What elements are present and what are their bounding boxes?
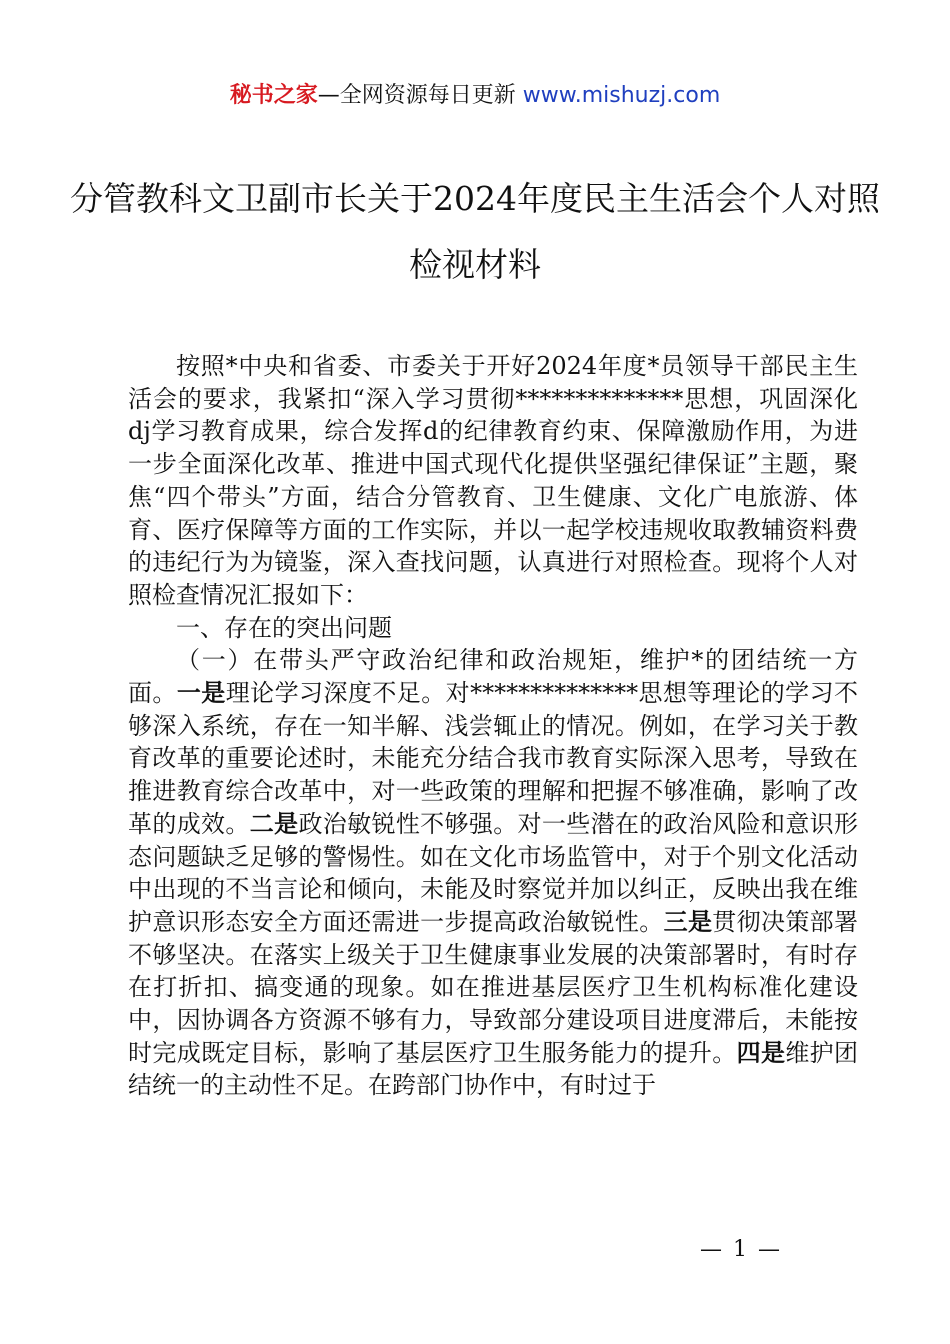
point-label: 二是 [249,809,299,838]
banner-brand: 秘书之家 [229,83,318,108]
point-label: 四是 [736,1038,786,1067]
page-number: — 1 — [700,1237,782,1262]
subsection-heading: （一）在带头严守政治纪律和政治规矩，维护*的团结统一方面。 [128,646,858,708]
site-banner [0,82,950,110]
point-text: 政治敏锐性不够强。对一些潜在的政治风险和意识形态问题缺乏足够的警惕性。如在文化市场监管中，对于个别文化活动中出现的不当言论和倾向，未能及时察觉并加以纠正，反映出我在维护意识形态安全方面还需进一步提高政治敏锐性。 [128,809,859,936]
subsection-paragraph [128,644,858,1102]
document-title: 分管教科文卫副市长关于2024年度民主生活会个人对照检视材料 [70,179,880,284]
banner-tagline: —全网资源每日更新 [317,83,516,108]
point-label: 一是 [176,679,226,708]
intro-paragraph: 按照*中央和省委、市委关于开好2024年度*员领导干部民主生活会的要求，我紧扣“深入学习贯彻**************思想，巩固深化dj学习教育成果，综合发挥d的纪律教育约束、保障激励作用，为进一步全面深化改革、推进中国式现代化提供坚强纪律保证”主题，聚焦“四个带头”方面，结合分管教育、卫生健康、文化广电旅游、体育、医疗保障等方面的工作实际，并以一起学校违规收取教辅资料费的违纪行为为镜鉴，深入查找问题，认真进行对照检查。现将个人对照检查情况汇报如下： [128,352,858,609]
banner-url-link[interactable]: www.mishuzj.com [522,83,721,108]
point-text: 维护团结统一的主动性不足。在跨部门协作中，有时过于 [128,1038,859,1100]
document-body [128,350,858,1102]
point-text: 理论学习深度不足。对**************思想等理论的学习不够深入系统，存在一知半解、浅尝辄止的情况。例如，在学习关于教育改革的重要论述时，未能充分结合我市教育实际深入思考，导致在推进教育综合改革中，对一些政策的理解和把握不够准确，影响了改革的成效。 [128,679,859,838]
point-label: 三是 [663,907,713,936]
point-text: 贯彻决策部署不够坚决。在落实上级关于卫生健康事业发展的决策部署时，有时存在打折扣、搞变通的现象。如在推进基层医疗卫生机构标准化建设中，因协调各方资源不够有力，导致部分建设项目进度滞后，未能按时完成既定目标，影响了基层医疗卫生服务能力的提升。 [128,907,859,1067]
section-heading: 一、存在的突出问题 [176,613,392,642]
